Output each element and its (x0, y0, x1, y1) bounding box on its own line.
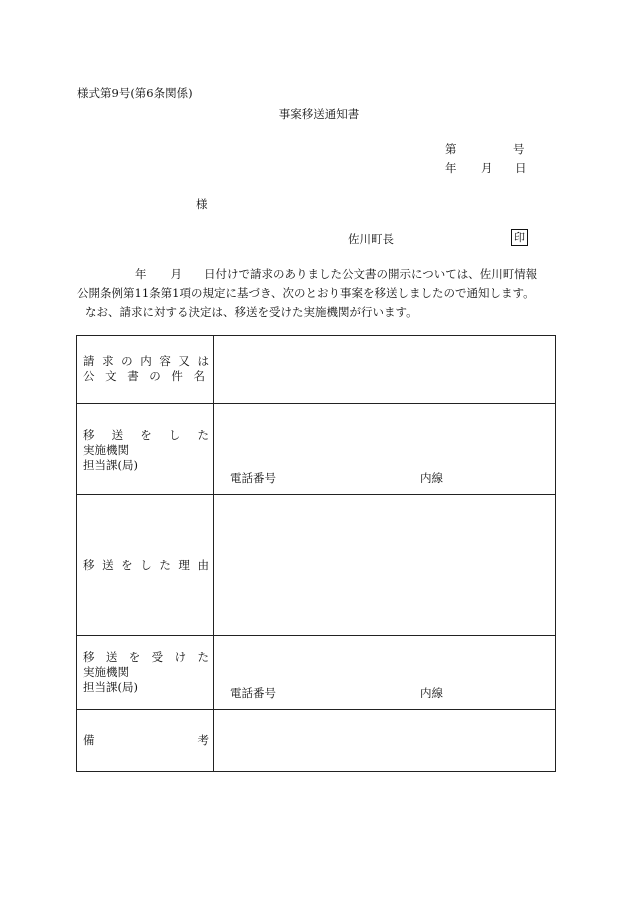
body-line-2: 公開条例第11条第1項の規定に基づき、次のとおり事案を移送しましたので通知します。 (77, 286, 535, 300)
extension-label: 内線 (420, 686, 443, 700)
document-number-suffix: 号 (513, 142, 525, 156)
body-month-label: 月 (170, 267, 182, 281)
label-char: 書 (127, 369, 139, 383)
label-line: 実施機関 (83, 443, 129, 457)
label-char: の (149, 369, 161, 383)
body-line-1-text: 日付けで請求のありました公文書の開示については、佐川町情報 (204, 267, 538, 281)
label-char: 文 (105, 369, 117, 383)
label-char: 送 (105, 650, 118, 664)
document-title: 事案移送通知書 (278, 107, 360, 121)
label-char: 送 (102, 557, 114, 572)
sender-name: 佐川町長 (348, 232, 394, 246)
label-transfer-reason (77, 495, 214, 636)
label-char: し (140, 557, 152, 572)
label-char: 移 (83, 428, 95, 442)
label-char: 名 (193, 369, 205, 383)
value-transferring-body[interactable] (214, 404, 556, 495)
label-char: 求 (102, 354, 114, 368)
label-transferring-body (77, 404, 214, 495)
body-line-1 (77, 266, 537, 282)
label-char: た (159, 557, 171, 572)
label-char: 件 (171, 369, 183, 383)
table-row-transferring-body (77, 404, 556, 495)
label-request-content (77, 336, 214, 404)
label-char: を (140, 428, 152, 442)
extension-label: 内線 (420, 471, 443, 485)
label-line (77, 650, 213, 665)
label-char: 理 (178, 557, 190, 572)
label-receiving-body (77, 636, 214, 710)
label-line (77, 354, 213, 369)
label-char: の (121, 354, 133, 368)
label-char: 受 (151, 650, 164, 664)
label-char: 考 (197, 733, 209, 747)
phone-number-label: 電話番号 (230, 686, 276, 700)
addressee-honorific: 様 (196, 197, 208, 211)
table-row-transfer-reason (77, 495, 556, 636)
label-char: 送 (111, 428, 124, 442)
label-char: 容 (159, 354, 171, 368)
form-number: 様式第9号(第6条関係) (77, 86, 193, 100)
table-row-receiving-body (77, 636, 556, 710)
phone-number-label: 電話番号 (230, 471, 276, 485)
value-receiving-body[interactable] (214, 636, 556, 710)
label-char: を (128, 650, 141, 664)
label-char: を (121, 557, 133, 572)
label-char: 由 (197, 557, 209, 572)
date-day-label: 日 (515, 161, 527, 175)
label-char: た (197, 428, 209, 442)
value-request-content[interactable] (214, 336, 556, 404)
label-line: 実施機関 (83, 665, 129, 679)
phone-row (230, 470, 490, 486)
table-row-request-content (77, 336, 556, 404)
label-char: し (168, 428, 181, 442)
label-line: 担当課(局) (83, 458, 138, 472)
date-year-label: 年 (445, 161, 457, 175)
table-row-remarks (77, 710, 556, 772)
label-char: け (174, 650, 187, 664)
value-transfer-reason[interactable] (214, 495, 556, 636)
label-char: た (197, 650, 209, 664)
label-remarks (77, 710, 214, 772)
label-line (77, 733, 213, 748)
label-char: 移 (83, 650, 95, 664)
label-char: は (197, 354, 209, 368)
label-line (77, 428, 213, 443)
phone-row (230, 685, 490, 701)
value-remarks[interactable] (214, 710, 556, 772)
transfer-details-table (76, 335, 556, 772)
label-char: 移 (83, 557, 95, 572)
seal-mark: 印 (511, 229, 528, 246)
body-year-label: 年 (135, 267, 147, 281)
label-char: 内 (140, 354, 152, 368)
label-char: 備 (83, 733, 95, 747)
label-char: 公 (83, 369, 95, 383)
label-line: 担当課(局) (83, 680, 138, 694)
label-char: 請 (83, 354, 95, 368)
label-line (77, 558, 213, 573)
label-char: 又 (178, 354, 190, 368)
document-number-prefix: 第 (445, 142, 457, 156)
label-line (77, 369, 213, 384)
body-line-3: なお、請求に対する決定は、移送を受けた実施機関が行います。 (85, 305, 418, 319)
date-month-label: 月 (481, 161, 493, 175)
